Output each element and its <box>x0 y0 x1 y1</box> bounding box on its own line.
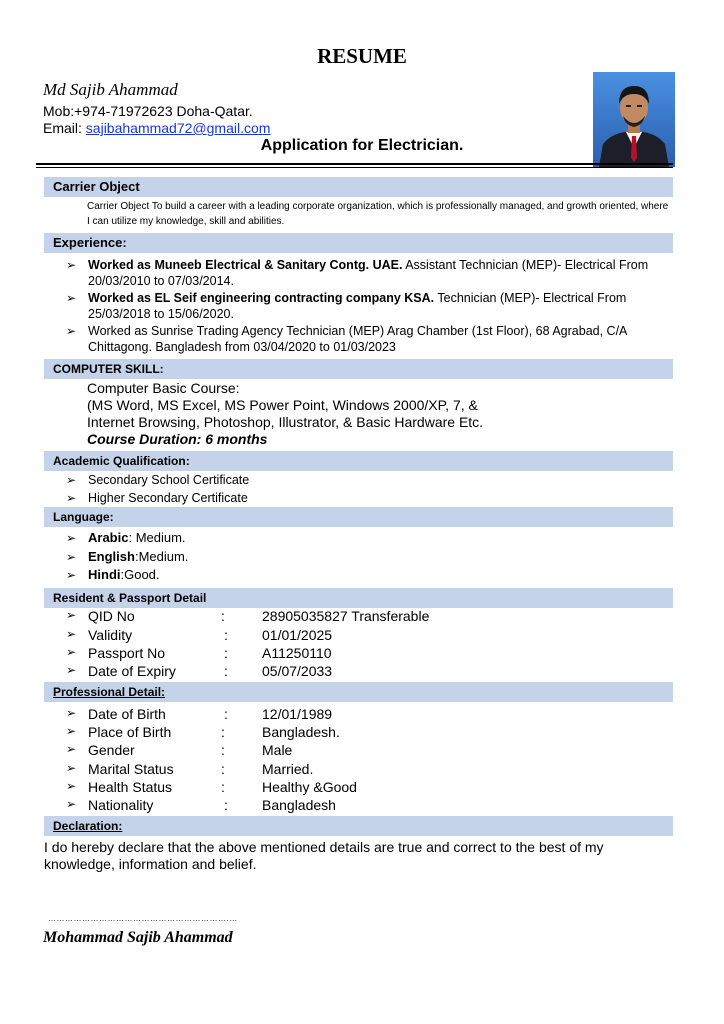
field-separator: : <box>221 608 225 624</box>
arrowhead-bullet-icon: ➢ <box>66 568 77 582</box>
skill-line: Internet Browsing, Photoshop, Illustrator, & Basic Hardware Etc. <box>87 414 484 430</box>
arrowhead-bullet-icon: ➢ <box>66 742 77 756</box>
field-value: Bangladesh <box>262 797 336 813</box>
field-value: 28905035827 Transferable <box>262 608 430 624</box>
email-link[interactable]: sajibahammad72@gmail.com <box>85 120 271 136</box>
language-name: English <box>88 549 135 564</box>
arrowhead-bullet-icon: ➢ <box>66 491 77 505</box>
section-computer-header <box>44 359 673 379</box>
arrowhead-bullet-icon: ➢ <box>66 550 77 564</box>
field-value: Bangladesh. <box>262 724 340 740</box>
academic-item <box>66 472 249 488</box>
arrowhead-bullet-icon: ➢ <box>66 291 77 305</box>
field-label: Gender <box>88 742 135 758</box>
section-title: Language: <box>53 510 114 524</box>
language-item <box>66 549 188 565</box>
arrowhead-bullet-icon: ➢ <box>66 473 77 487</box>
arrowhead-bullet-icon: ➢ <box>66 724 77 738</box>
section-title: Declaration: <box>53 819 123 833</box>
experience-item <box>66 290 674 322</box>
field-value: A11250110 <box>262 645 332 661</box>
field-label: Marital Status <box>88 761 174 777</box>
email-line <box>43 120 270 136</box>
arrowhead-bullet-icon: ➢ <box>66 531 77 545</box>
header-divider <box>36 163 673 165</box>
arrowhead-bullet-icon: ➢ <box>66 258 77 272</box>
header-divider-thin <box>36 167 673 168</box>
email-label: Email: <box>43 120 86 136</box>
section-language-header <box>44 507 673 527</box>
experience-detail: Worked as Sunrise Trading Agency Technician (MEP) Arag Chamber (1st Floor), 68 Agrabad, C/A Chittagong. Bangladesh from 03/04/2020 to 01/03/2023 <box>88 324 627 354</box>
section-title: Resident & Passport Detail <box>53 591 207 605</box>
field-separator: : <box>221 761 225 777</box>
field-label: Place of Birth <box>88 724 172 740</box>
experience-item <box>66 323 674 355</box>
field-label: Date of Birth <box>88 706 166 722</box>
field-separator: : <box>224 797 228 813</box>
page-title: RESUME <box>317 44 407 68</box>
field-separator: : <box>221 779 225 795</box>
experience-company: Worked as Muneeb Electrical & Sanitary Contg. UAE. <box>88 258 403 272</box>
arrowhead-bullet-icon: ➢ <box>66 645 77 659</box>
section-professional-header <box>44 682 673 702</box>
language-item <box>66 567 160 583</box>
signature-line: ……………………………………………………….… <box>48 914 238 923</box>
experience-item <box>66 257 674 289</box>
field-value: 12/01/1989 <box>262 706 333 722</box>
declaration-text: I do hereby declare that the above mentioned details are true and correct to the best of my knowledge, information and belief. <box>44 839 604 872</box>
language-name: Hindi <box>88 567 121 582</box>
section-title: Academic Qualification: <box>53 454 190 468</box>
section-title: COMPUTER SKILL: <box>53 362 164 376</box>
language-level: :Good. <box>120 567 160 582</box>
field-value: 05/07/2033 <box>262 663 333 679</box>
skill-line: (MS Word, MS Excel, MS Power Point, Windows 2000/XP, 7, & <box>87 397 478 413</box>
arrowhead-bullet-icon: ➢ <box>66 797 77 811</box>
skill-line: Computer Basic Course: <box>87 380 240 396</box>
section-declaration-header <box>44 816 673 836</box>
field-value: Healthy &Good <box>262 779 357 795</box>
field-value: Male <box>262 742 293 758</box>
academic-label: Secondary School Certificate <box>88 473 250 487</box>
field-label: Validity <box>88 627 133 643</box>
field-label: Health Status <box>88 779 173 795</box>
section-title: Carrier Object <box>53 179 140 194</box>
arrowhead-bullet-icon: ➢ <box>66 608 77 622</box>
arrowhead-bullet-icon: ➢ <box>66 627 77 641</box>
field-value: 01/01/2025 <box>262 627 333 643</box>
experience-company: Worked as EL Seif engineering contracting company KSA. <box>88 291 435 305</box>
arrowhead-bullet-icon: ➢ <box>66 706 77 720</box>
section-resident-header <box>44 588 673 608</box>
field-separator: : <box>221 742 225 758</box>
section-academic-header <box>44 451 673 471</box>
course-duration: Course Duration: 6 months <box>87 431 268 447</box>
experience-detail: Assistant Technician (MEP)- Electrical From 20/03/2010 to 07/03/2014. <box>88 258 649 288</box>
objective-text: Carrier Object To build a career with a leading corporate organization, which is professionally managed, and growth oriented, where I can utilize my knowledge, skill and abilities. <box>87 201 669 227</box>
field-label: Passport No <box>88 645 166 661</box>
field-separator: : <box>224 627 228 643</box>
arrowhead-bullet-icon: ➢ <box>66 779 77 793</box>
language-level: : Medium. <box>128 530 186 545</box>
section-objective-header <box>44 177 673 197</box>
academic-item <box>66 490 248 506</box>
section-title: Experience: <box>53 235 127 250</box>
field-label: QID No <box>88 608 135 624</box>
signature-name: Mohammad Sajib Ahammad <box>43 929 233 946</box>
field-separator: : <box>221 724 225 740</box>
applicant-name: Md Sajib Ahammad <box>43 80 178 99</box>
mobile-line: Mob:+974-71972623 Doha-Qatar. <box>43 103 253 119</box>
experience-detail: Technician (MEP)- Electrical From 25/03/2018 to 15/06/2020. <box>88 291 627 321</box>
language-level: :Medium. <box>134 549 189 564</box>
arrowhead-bullet-icon: ➢ <box>66 761 77 775</box>
field-separator: : <box>224 706 228 722</box>
section-title: Professional Detail: <box>53 685 166 699</box>
language-name: Arabic <box>88 530 129 545</box>
arrowhead-bullet-icon: ➢ <box>66 324 77 338</box>
field-separator: : <box>224 663 228 679</box>
profile-photo <box>593 72 675 167</box>
application-title: Application for Electrician. <box>260 137 464 154</box>
arrowhead-bullet-icon: ➢ <box>66 663 77 677</box>
field-label: Nationality <box>88 797 154 813</box>
field-separator: : <box>224 645 228 661</box>
academic-label: Higher Secondary Certificate <box>88 491 248 505</box>
field-value: Married. <box>262 761 314 777</box>
field-label: Date of Expiry <box>88 663 176 679</box>
section-experience-header <box>44 233 673 253</box>
language-item <box>66 530 186 546</box>
